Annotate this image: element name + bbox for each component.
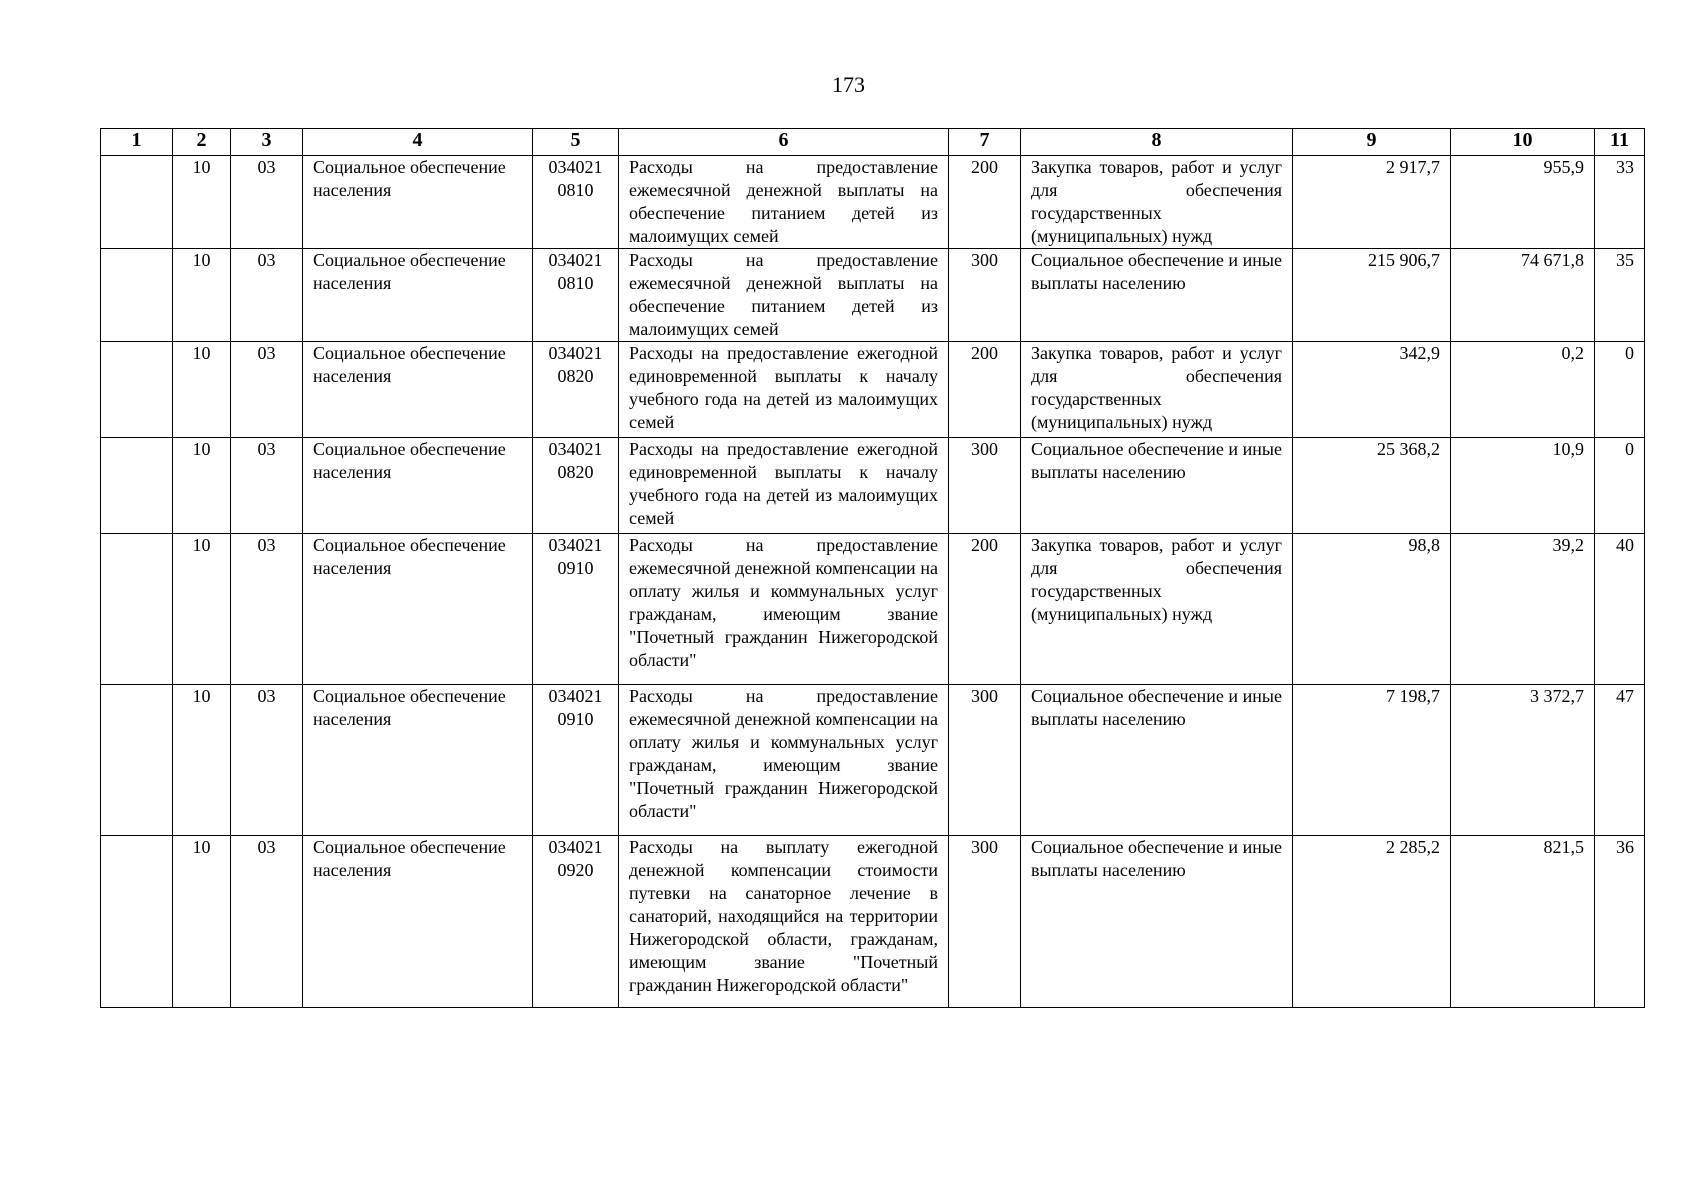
table-row [101,534,1645,685]
cell-subsection: 03 [231,534,303,685]
cell-expense-type-name [1021,685,1293,836]
column-header-7: 7 [949,129,1021,156]
cell-subsection: 03 [231,685,303,836]
cell-target-code: 034021 0920 [533,836,619,1008]
cell-expense-type-name [1021,156,1293,249]
cell-expense-description-text: Расходы на предоставление ежегодной единовременной выплаты к началу учебного года на детей из малоимущих семей [629,439,938,528]
column-header-8: 8 [1021,129,1293,156]
cell-expense-type-code: 300 [949,836,1021,1008]
column-header-6: 6 [619,129,949,156]
cell-plan-amount: 2 917,7 [1293,156,1451,249]
cell-percent: 0 [1595,342,1645,438]
cell-expense-type-name-text: Социальное обеспечение и иные выплаты населению [1031,439,1282,482]
cell-expense-type-name [1021,249,1293,342]
cell-executed-amount: 3 372,7 [1451,685,1595,836]
cell-expense-description [619,685,949,836]
cell-expense-description [619,438,949,534]
cell-percent: 33 [1595,156,1645,249]
cell-section: 10 [173,836,231,1008]
cell-expense-description [619,836,949,1008]
cell-subsection: 03 [231,342,303,438]
cell-section-name: Социальное обеспечение населения [303,249,533,342]
table-row [101,836,1645,1008]
cell-subsection: 03 [231,156,303,249]
cell-expense-type-name-text: Закупка товаров, работ и услуг для обеспечения государственных (муниципальных) нужд [1031,535,1282,624]
cell-col1 [101,342,173,438]
cell-col1 [101,534,173,685]
cell-expense-type-name-text: Закупка товаров, работ и услуг для обеспечения государственных (муниципальных) нужд [1031,343,1282,432]
page-number: 173 [832,72,865,97]
column-header-11: 11 [1595,129,1645,156]
column-header-2: 2 [173,129,231,156]
cell-target-code: 034021 0910 [533,534,619,685]
cell-executed-amount: 955,9 [1451,156,1595,249]
header-row [101,129,1645,156]
column-header-4: 4 [303,129,533,156]
cell-percent: 40 [1595,534,1645,685]
column-header-9: 9 [1293,129,1451,156]
cell-plan-amount: 98,8 [1293,534,1451,685]
budget-table [100,128,1645,1008]
cell-target-code: 034021 0820 [533,438,619,534]
cell-expense-type-name-text: Социальное обеспечение и иные выплаты населению [1031,837,1282,880]
cell-percent: 0 [1595,438,1645,534]
cell-subsection: 03 [231,438,303,534]
cell-section: 10 [173,156,231,249]
cell-section-name: Социальное обеспечение населения [303,156,533,249]
cell-section-name: Социальное обеспечение населения [303,438,533,534]
cell-expense-description-text: Расходы на предоставление ежемесячной денежной выплаты на обеспечение питанием детей из малоимущих семей [629,157,938,246]
cell-percent: 36 [1595,836,1645,1008]
cell-plan-amount: 7 198,7 [1293,685,1451,836]
cell-expense-type-name-text: Социальное обеспечение и иные выплаты населению [1031,250,1282,293]
table-row [101,342,1645,438]
cell-col1 [101,249,173,342]
cell-expense-type-name [1021,438,1293,534]
cell-executed-amount: 74 671,8 [1451,249,1595,342]
cell-section: 10 [173,249,231,342]
table-body [101,156,1645,1008]
cell-expense-description-text: Расходы на предоставление ежемесячной денежной выплаты на обеспечение питанием детей из малоимущих семей [629,250,938,339]
cell-plan-amount: 215 906,7 [1293,249,1451,342]
table-row [101,249,1645,342]
table-row [101,156,1645,249]
cell-section: 10 [173,342,231,438]
cell-expense-type-name-text: Социальное обеспечение и иные выплаты населению [1031,686,1282,729]
cell-expense-description-text: Расходы на выплату ежегодной денежной компенсации стоимости путевки на санаторное лечение в санаторий, находящийся на территории Нижегородской области, гражданам, имеющим звание "Почетный гражданин Нижегородской области" [629,837,938,995]
cell-section-name: Социальное обеспечение населения [303,685,533,836]
cell-section-name: Социальное обеспечение населения [303,836,533,1008]
cell-plan-amount: 25 368,2 [1293,438,1451,534]
cell-expense-description [619,342,949,438]
cell-executed-amount: 10,9 [1451,438,1595,534]
cell-col1 [101,836,173,1008]
cell-expense-type-name [1021,534,1293,685]
cell-section: 10 [173,438,231,534]
cell-subsection: 03 [231,836,303,1008]
table-row [101,685,1645,836]
cell-target-code: 034021 0910 [533,685,619,836]
cell-subsection: 03 [231,249,303,342]
cell-target-code: 034021 0820 [533,342,619,438]
column-header-1: 1 [101,129,173,156]
cell-expense-type-code: 200 [949,156,1021,249]
cell-expense-type-name [1021,342,1293,438]
cell-target-code: 034021 0810 [533,249,619,342]
column-header-3: 3 [231,129,303,156]
cell-percent: 47 [1595,685,1645,836]
table-row [101,438,1645,534]
cell-col1 [101,685,173,836]
cell-expense-type-code: 300 [949,685,1021,836]
cell-expense-type-name [1021,836,1293,1008]
cell-section: 10 [173,534,231,685]
cell-executed-amount: 821,5 [1451,836,1595,1008]
cell-expense-description [619,534,949,685]
cell-executed-amount: 0,2 [1451,342,1595,438]
cell-executed-amount: 39,2 [1451,534,1595,685]
cell-plan-amount: 342,9 [1293,342,1451,438]
cell-expense-description-text: Расходы на предоставление ежегодной единовременной выплаты к началу учебного года на детей из малоимущих семей [629,343,938,432]
cell-plan-amount: 2 285,2 [1293,836,1451,1008]
cell-section-name: Социальное обеспечение населения [303,342,533,438]
column-header-10: 10 [1451,129,1595,156]
cell-col1 [101,438,173,534]
cell-expense-type-code: 300 [949,438,1021,534]
cell-expense-description-text: Расходы на предоставление ежемесячной денежной компенсации на оплату жилья и коммунальных услуг гражданам, имеющим звание "Почетный гражданин Нижегородской области" [629,686,938,821]
cell-expense-type-name-text: Закупка товаров, работ и услуг для обеспечения государственных (муниципальных) нужд [1031,157,1282,246]
cell-expense-description [619,156,949,249]
column-header-5: 5 [533,129,619,156]
cell-expense-description [619,249,949,342]
cell-percent: 35 [1595,249,1645,342]
cell-section-name: Социальное обеспечение населения [303,534,533,685]
cell-col1 [101,156,173,249]
cell-expense-type-code: 200 [949,342,1021,438]
cell-section: 10 [173,685,231,836]
cell-target-code: 034021 0810 [533,156,619,249]
cell-expense-type-code: 200 [949,534,1021,685]
cell-expense-type-code: 300 [949,249,1021,342]
cell-expense-description-text: Расходы на предоставление ежемесячной денежной компенсации на оплату жилья и коммунальных услуг гражданам, имеющим звание "Почетный гражданин Нижегородской области" [629,535,938,670]
